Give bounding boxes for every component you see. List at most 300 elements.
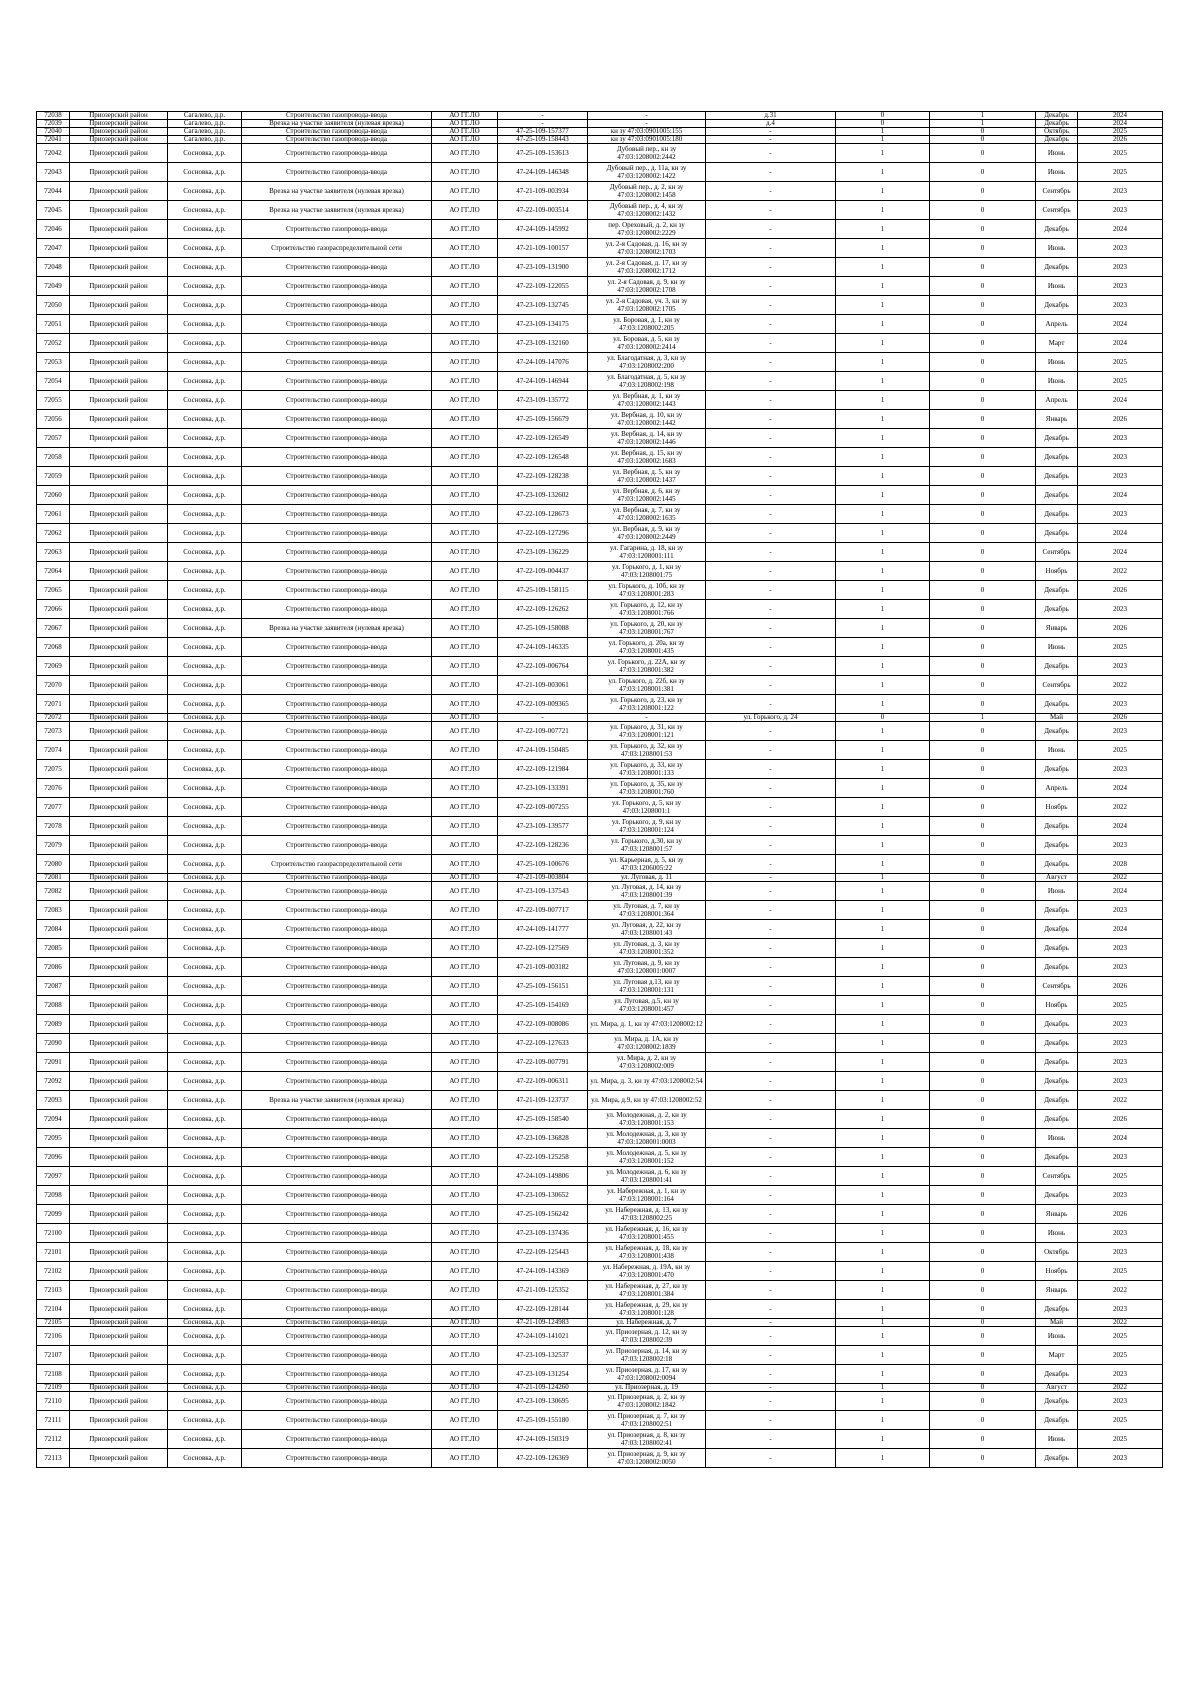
cell-row-number: 72062 [37,524,70,543]
cell-settlement: Сосновка, д.р. [168,1205,242,1224]
cell-address-cadastral: ул. Приозерная, д. 8, кн зу 47:03:1208002:41 [588,1430,706,1449]
cell-organization: АО ГГ.ЛО [432,855,498,874]
cell-district: Приозерский район [70,1411,168,1430]
cell-address-cadastral: ул. Вербная, д. 15, кн зу 47:03:1208002:1683 [588,448,706,467]
cell-settlement: Сосновка, д.р. [168,296,242,315]
cell-application-number: 47-25-109-156242 [498,1205,588,1224]
cell-organization: АО ГГ.ЛО [432,714,498,722]
cell-count-a: 1 [836,1392,930,1411]
table-row [37,996,1163,1015]
cell-month: Декабрь [1036,524,1078,543]
cell-organization: АО ГГ.ЛО [432,722,498,741]
cell-row-number: 72091 [37,1053,70,1072]
cell-settlement: Сосновка, д.р. [168,901,242,920]
cell-district: Приозерский район [70,714,168,722]
cell-address-alt: - [706,600,836,619]
cell-month: Декабрь [1036,695,1078,714]
cell-organization: АО ГГ.ЛО [432,543,498,562]
cell-row-number: 72054 [37,372,70,391]
cell-count-b: 0 [930,1015,1036,1034]
cell-application-number: 47-22-109-128238 [498,467,588,486]
cell-work-type: Строительство газопровода-ввода [242,741,432,760]
cell-organization: АО ГГ.ЛО [432,901,498,920]
cell-organization: АО ГГ.ЛО [432,939,498,958]
cell-month: Сентябрь [1036,676,1078,695]
cell-work-type: Строительство газопровода-ввода [242,1034,432,1053]
cell-row-number: 72061 [37,505,70,524]
cell-count-b: 0 [930,201,1036,220]
cell-district: Приозерский район [70,760,168,779]
cell-address-alt: - [706,695,836,714]
cell-address-alt: - [706,1129,836,1148]
cell-settlement: Сосновка, д.р. [168,882,242,901]
cell-address-cadastral: ул. Горького, д. 9, кн зу 47:03:1208001:124 [588,817,706,836]
cell-count-a: 1 [836,581,930,600]
cell-district: Приозерский район [70,1392,168,1411]
cell-work-type: Строительство газопровода-ввода [242,543,432,562]
cell-address-cadastral: ул. Горького, д. 5, кн зу 47:03:1208001:1 [588,798,706,817]
cell-application-number: 47-21-109-124983 [498,1319,588,1327]
cell-settlement: Сосновка, д.р. [168,467,242,486]
cell-row-number: 72044 [37,182,70,201]
cell-row-number: 72040 [37,128,70,136]
cell-settlement: Сосновка, д.р. [168,372,242,391]
cell-settlement: Сосновка, д.р. [168,1384,242,1392]
table-row [37,136,1163,144]
cell-count-b: 1 [930,112,1036,120]
cell-organization: АО ГГ.ЛО [432,334,498,353]
cell-count-b: 0 [930,239,1036,258]
cell-count-a: 1 [836,410,930,429]
table-row [37,657,1163,676]
cell-year: 2025 [1078,1262,1163,1281]
cell-address-cadastral: ул. Набережная, д. 19А, кн зу 47:03:1208001:470 [588,1262,706,1281]
cell-month: Декабрь [1036,836,1078,855]
cell-count-a: 1 [836,1091,930,1110]
cell-address-alt: - [706,1167,836,1186]
cell-work-type: Строительство газопровода-ввода [242,581,432,600]
table-row [37,1392,1163,1411]
cell-address-alt: - [706,1034,836,1053]
table-row [37,676,1163,695]
table-row [37,163,1163,182]
cell-organization: АО ГГ.ЛО [432,958,498,977]
cell-application-number: 47-22-109-009365 [498,695,588,714]
cell-row-number: 72093 [37,1091,70,1110]
cell-settlement: Сосновка, д.р. [168,543,242,562]
cell-address-alt: - [706,798,836,817]
cell-count-a: 1 [836,1300,930,1319]
cell-district: Приозерский район [70,855,168,874]
cell-year: 2022 [1078,1281,1163,1300]
table-row [37,220,1163,239]
cell-application-number: 47-23-109-136229 [498,543,588,562]
cell-settlement: Сосновка, д.р. [168,562,242,581]
cell-address-cadastral: ул. Гагарина, д. 18, кн зу 47:03:1208001:111 [588,543,706,562]
cell-district: Приозерский район [70,372,168,391]
cell-address-cadastral: - [588,120,706,128]
cell-application-number: 47-21-109-123737 [498,1091,588,1110]
cell-district: Приозерский район [70,467,168,486]
cell-row-number: 72105 [37,1319,70,1327]
cell-count-a: 1 [836,619,930,638]
cell-address-cadastral: ул. Боровая, д. 1, кн зу 47:03:1208002:205 [588,315,706,334]
cell-count-a: 1 [836,901,930,920]
cell-row-number: 72080 [37,855,70,874]
cell-work-type: Строительство газопровода-ввода [242,722,432,741]
table-row [37,760,1163,779]
cell-district: Приозерский район [70,1281,168,1300]
cell-application-number: 47-23-109-135772 [498,391,588,410]
cell-row-number: 72084 [37,920,70,939]
table-row [37,258,1163,277]
cell-application-number: 47-22-109-128673 [498,505,588,524]
cell-count-b: 0 [930,817,1036,836]
cell-work-type: Строительство газопровода-ввода [242,1072,432,1091]
cell-row-number: 72085 [37,939,70,958]
cell-application-number: 47-23-109-132602 [498,486,588,505]
cell-address-cadastral: ул. 2-я Садовая, д. 16, кн зу 47:03:1208002:1703 [588,239,706,258]
cell-month: Апрель [1036,779,1078,798]
cell-organization: АО ГГ.ЛО [432,136,498,144]
cell-work-type: Строительство газопровода-ввода [242,1411,432,1430]
cell-organization: АО ГГ.ЛО [432,1186,498,1205]
cell-row-number: 72067 [37,619,70,638]
cell-count-a: 0 [836,714,930,722]
cell-count-a: 1 [836,562,930,581]
cell-address-alt: - [706,128,836,136]
cell-year: 2023 [1078,1300,1163,1319]
cell-address-alt: - [706,1091,836,1110]
cell-application-number: 47-23-109-132160 [498,334,588,353]
cell-address-cadastral: ул. 2-я Садовая, уч. 3, кн зу 47:03:1208002:1705 [588,296,706,315]
cell-row-number: 72104 [37,1300,70,1319]
table-row [37,1110,1163,1129]
cell-month: Май [1036,714,1078,722]
cell-address-alt: - [706,1015,836,1034]
cell-row-number: 72060 [37,486,70,505]
cell-row-number: 72059 [37,467,70,486]
cell-row-number: 72074 [37,741,70,760]
cell-address-cadastral: ул. Молодежная, д. 6, кн зу 47:03:1208001:41 [588,1167,706,1186]
cell-work-type: Строительство газопровода-ввода [242,638,432,657]
cell-row-number: 72041 [37,136,70,144]
cell-count-b: 1 [930,714,1036,722]
cell-month: Декабрь [1036,258,1078,277]
table-row [37,1243,1163,1262]
cell-settlement: Сосновка, д.р. [168,996,242,1015]
cell-address-cadastral: ул. Молодежная, д. 2, кн зу 47:03:1208001:153 [588,1110,706,1129]
cell-address-alt: - [706,448,836,467]
cell-application-number: 47-22-109-125258 [498,1148,588,1167]
cell-organization: АО ГГ.ЛО [432,1110,498,1129]
cell-year: 2023 [1078,1186,1163,1205]
table-row [37,1281,1163,1300]
cell-organization: АО ГГ.ЛО [432,1346,498,1365]
cell-count-b: 0 [930,581,1036,600]
cell-application-number: - [498,112,588,120]
cell-settlement: Сосновка, д.р. [168,144,242,163]
cell-application-number: 47-23-109-137543 [498,882,588,901]
cell-count-a: 1 [836,220,930,239]
cell-work-type: Строительство газопровода-ввода [242,882,432,901]
cell-district: Приозерский район [70,128,168,136]
cell-count-b: 0 [930,676,1036,695]
cell-address-cadastral: ул. Горького, д. 20а, кн зу 47:03:1208001:435 [588,638,706,657]
cell-address-cadastral: ул. Набережная, д. 27, кн зу 47:03:1208001:384 [588,1281,706,1300]
cell-month: Октябрь [1036,1243,1078,1262]
cell-row-number: 72055 [37,391,70,410]
cell-district: Приозерский район [70,334,168,353]
cell-application-number: 47-25-109-158088 [498,619,588,638]
table-row [37,855,1163,874]
cell-settlement: Сосновка, д.р. [168,638,242,657]
cell-work-type: Строительство газопровода-ввода [242,817,432,836]
cell-month: Май [1036,1319,1078,1327]
cell-address-cadastral: ул. Луговая, д.5, кн зу 47:03:1208001:457 [588,996,706,1015]
cell-organization: АО ГГ.ЛО [432,429,498,448]
cell-count-a: 1 [836,429,930,448]
cell-address-alt: - [706,1281,836,1300]
cell-count-a: 1 [836,1281,930,1300]
cell-address-alt: - [706,353,836,372]
cell-year: 2024 [1078,779,1163,798]
cell-count-b: 0 [930,410,1036,429]
cell-district: Приозерский район [70,1300,168,1319]
cell-month: Декабрь [1036,136,1078,144]
cell-organization: АО ГГ.ЛО [432,1224,498,1243]
cell-organization: АО ГГ.ЛО [432,201,498,220]
cell-settlement: Сосновка, д.р. [168,1148,242,1167]
cell-month: Январь [1036,410,1078,429]
cell-row-number: 72068 [37,638,70,657]
cell-address-cadastral: ул. Горького, д. 23, кн зу 47:03:1208001:122 [588,695,706,714]
cell-address-alt: - [706,817,836,836]
cell-application-number: 47-23-109-133391 [498,779,588,798]
cell-count-b: 0 [930,1129,1036,1148]
cell-organization: АО ГГ.ЛО [432,1243,498,1262]
cell-organization: АО ГГ.ЛО [432,1167,498,1186]
cell-address-cadastral: - [588,112,706,120]
cell-row-number: 72053 [37,353,70,372]
cell-work-type: Строительство газопровода-ввода [242,1430,432,1449]
cell-district: Приозерский район [70,1091,168,1110]
cell-count-b: 0 [930,1243,1036,1262]
cell-count-b: 0 [930,296,1036,315]
cell-year: 2024 [1078,486,1163,505]
cell-application-number: 47-21-109-125352 [498,1281,588,1300]
table-row [37,920,1163,939]
cell-work-type: Строительство газопровода-ввода [242,1243,432,1262]
cell-row-number: 72064 [37,562,70,581]
table-row [37,1034,1163,1053]
cell-count-b: 0 [930,836,1036,855]
cell-count-a: 1 [836,467,930,486]
cell-month: Сентябрь [1036,977,1078,996]
cell-count-b: 0 [930,315,1036,334]
cell-year: 2023 [1078,958,1163,977]
cell-work-type: Строительство газопровода-ввода [242,163,432,182]
cell-application-number: 47-21-109-124260 [498,1384,588,1392]
cell-count-a: 1 [836,996,930,1015]
cell-row-number: 72056 [37,410,70,429]
cell-address-alt: - [706,1319,836,1327]
cell-address-alt: д.4 [706,120,836,128]
cell-application-number: 47-23-109-137436 [498,1224,588,1243]
cell-address-alt: - [706,562,836,581]
cell-organization: АО ГГ.ЛО [432,163,498,182]
cell-count-a: 1 [836,1148,930,1167]
cell-work-type: Строительство газопровода-ввода [242,391,432,410]
cell-count-b: 0 [930,429,1036,448]
cell-organization: АО ГГ.ЛО [432,239,498,258]
cell-count-b: 0 [930,1034,1036,1053]
cell-address-cadastral: ул. Карьерная, д. 5, кн зу 47:03:1206005:22 [588,855,706,874]
cell-address-cadastral: ул. Приозерная, д. 9, кн зу 47:03:1208002:0050 [588,1449,706,1468]
cell-month: Декабрь [1036,760,1078,779]
cell-row-number: 72089 [37,1015,70,1034]
cell-year: 2025 [1078,1411,1163,1430]
cell-month: Январь [1036,1281,1078,1300]
cell-count-a: 1 [836,638,930,657]
cell-address-cadastral: ул. Вербная, д. 5, кн зу 47:03:1208002:1437 [588,467,706,486]
cell-year: 2023 [1078,1365,1163,1384]
cell-address-cadastral: ул. Мира, д. 3, кн зу 47:03:1208002:54 [588,1072,706,1091]
cell-district: Приозерский район [70,112,168,120]
table-row [37,486,1163,505]
cell-count-b: 0 [930,722,1036,741]
cell-work-type: Строительство газопровода-ввода [242,1129,432,1148]
cell-address-alt: - [706,1346,836,1365]
cell-address-alt: - [706,201,836,220]
cell-work-type: Врезка на участке заявителя (нулевая врезка) [242,120,432,128]
cell-year: 2023 [1078,722,1163,741]
cell-settlement: Сосновка, д.р. [168,1319,242,1327]
cell-application-number: 47-25-109-156679 [498,410,588,429]
cell-organization: АО ГГ.ЛО [432,1091,498,1110]
cell-application-number: 47-22-109-126548 [498,448,588,467]
cell-address-alt: - [706,977,836,996]
cell-count-a: 1 [836,201,930,220]
cell-row-number: 72072 [37,714,70,722]
cell-work-type: Строительство газопровода-ввода [242,429,432,448]
cell-month: Декабрь [1036,1411,1078,1430]
cell-year: 2025 [1078,996,1163,1015]
cell-settlement: Сосновка, д.р. [168,760,242,779]
cell-count-b: 0 [930,258,1036,277]
cell-work-type: Строительство газопровода-ввода [242,1262,432,1281]
table-row [37,182,1163,201]
cell-application-number: 47-22-109-006311 [498,1072,588,1091]
cell-address-cadastral: ул. Благодатная, д. 3, кн зу 47:03:1208002:200 [588,353,706,372]
cell-count-b: 0 [930,798,1036,817]
cell-count-a: 1 [836,760,930,779]
cell-application-number: 47-22-109-007721 [498,722,588,741]
cell-count-a: 1 [836,163,930,182]
cell-work-type: Строительство газопровода-ввода [242,996,432,1015]
cell-year: 2024 [1078,920,1163,939]
cell-count-b: 0 [930,874,1036,882]
cell-row-number: 72069 [37,657,70,676]
cell-month: Декабрь [1036,939,1078,958]
cell-organization: АО ГГ.ЛО [432,112,498,120]
cell-address-alt: - [706,1186,836,1205]
cell-application-number: 47-24-109-149806 [498,1167,588,1186]
cell-work-type: Строительство газопровода-ввода [242,353,432,372]
cell-settlement: Сосновка, д.р. [168,448,242,467]
table-row [37,277,1163,296]
cell-work-type: Строительство газопровода-ввода [242,1365,432,1384]
cell-month: Декабрь [1036,467,1078,486]
cell-application-number: 47-24-109-145992 [498,220,588,239]
cell-year: 2023 [1078,657,1163,676]
cell-row-number: 72095 [37,1129,70,1148]
cell-year: 2023 [1078,901,1163,920]
cell-count-b: 0 [930,1262,1036,1281]
cell-month: Июнь [1036,277,1078,296]
table-row [37,619,1163,638]
cell-organization: АО ГГ.ЛО [432,296,498,315]
cell-month: Июнь [1036,144,1078,163]
cell-organization: АО ГГ.ЛО [432,1319,498,1327]
cell-year: 2023 [1078,467,1163,486]
cell-district: Приозерский район [70,1243,168,1262]
cell-organization: АО ГГ.ЛО [432,372,498,391]
cell-settlement: Сосновка, д.р. [168,1365,242,1384]
cell-row-number: 72049 [37,277,70,296]
cell-year: 2023 [1078,258,1163,277]
table-row [37,1319,1163,1327]
cell-settlement: Сосновка, д.р. [168,939,242,958]
cell-month: Март [1036,1346,1078,1365]
cell-row-number: 72058 [37,448,70,467]
cell-month: Сентябрь [1036,201,1078,220]
cell-count-a: 1 [836,144,930,163]
cell-count-b: 0 [930,220,1036,239]
cell-district: Приозерский район [70,1129,168,1148]
cell-row-number: 72070 [37,676,70,695]
cell-address-cadastral: ул. Луговая д.13, кн зу 47:03:1208001:131 [588,977,706,996]
cell-month: Июнь [1036,163,1078,182]
cell-month: Декабрь [1036,1072,1078,1091]
cell-work-type: Строительство газопровода-ввода [242,258,432,277]
table-row [37,977,1163,996]
cell-address-alt: - [706,486,836,505]
cell-month: Сентябрь [1036,543,1078,562]
cell-row-number: 72038 [37,112,70,120]
cell-year: 2022 [1078,798,1163,817]
cell-row-number: 72088 [37,996,70,1015]
table-row [37,874,1163,882]
cell-district: Приозерский район [70,163,168,182]
cell-application-number: 47-25-109-100676 [498,855,588,874]
cell-work-type: Строительство газораспределительной сети [242,239,432,258]
cell-settlement: Сосновка, д.р. [168,1327,242,1346]
table-row [37,600,1163,619]
cell-work-type: Строительство газопровода-ввода [242,939,432,958]
table-row [37,581,1163,600]
cell-address-cadastral: Дубовый пер., д. 11а, кн зу 47:03:1208002:1422 [588,163,706,182]
cell-count-b: 0 [930,741,1036,760]
cell-count-b: 0 [930,182,1036,201]
cell-count-b: 0 [930,524,1036,543]
cell-work-type: Врезка на участке заявителя (нулевая врезка) [242,619,432,638]
cell-address-alt: - [706,1243,836,1262]
cell-address-alt: - [706,467,836,486]
cell-settlement: Сосновка, д.р. [168,1015,242,1034]
cell-year: 2023 [1078,448,1163,467]
cell-month: Декабрь [1036,112,1078,120]
